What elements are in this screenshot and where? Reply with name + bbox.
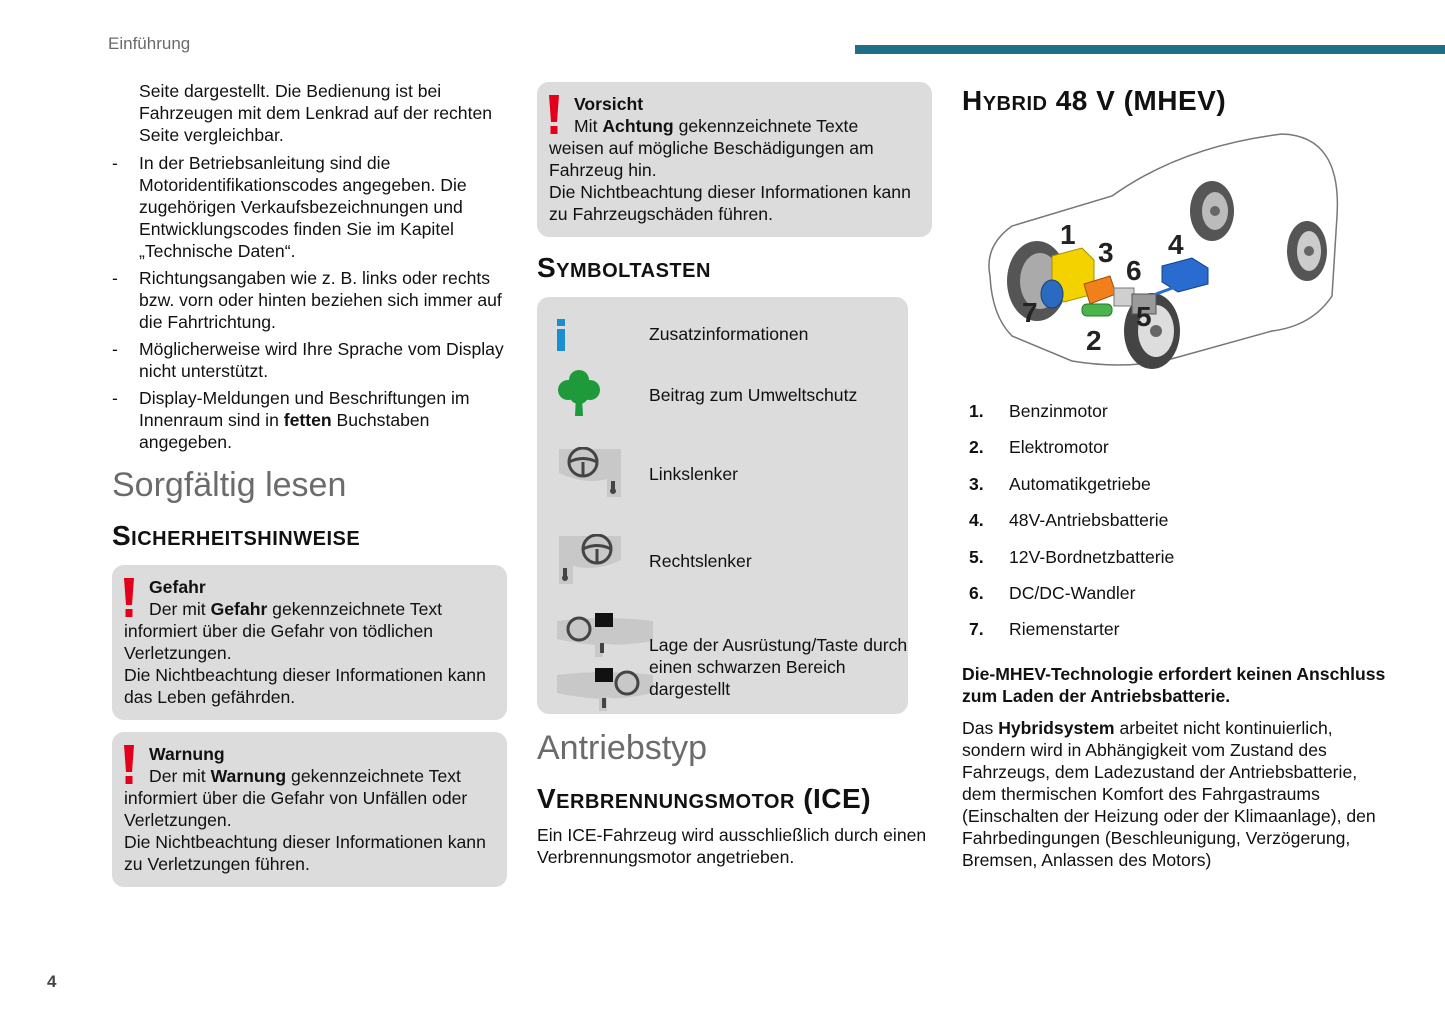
subsection-title-symbols: Symboltasten <box>537 252 711 283</box>
warning-text-rest: informiert über die Gefahr von Unfällen oder Verletzungen. <box>124 788 468 830</box>
danger-text-post: gekennzeichnete Text <box>267 599 443 619</box>
mhev-charging-note: Die-MHEV-Technologie erfordert keinen Anschluss zum Laden der Antriebsbatterie. <box>962 663 1386 706</box>
list-item <box>112 387 512 453</box>
legend-label: 48V-Antriebsbatterie <box>1009 510 1169 531</box>
caution-consequence: Die Nichtbeachtung dieser Informationen kann zu Fahrzeugschäden führen. <box>549 182 911 224</box>
list-item <box>962 546 1392 582</box>
paragraph-text: arbeitet nicht kontinuierlich, sondern wird in Abhängigkeit vom Zustand des Fahrzeugs, dem Ladezustand der Antriebsbatterie, dem thermischen Komfort des Fahrgastraums (Einschalten der Heizung oder der Klimaanlage), den Fahrbedingungen (Beschleunigung, Verzögerung, Bremsen, Anlassen des Motors) <box>962 717 1376 870</box>
list-item <box>962 436 1392 472</box>
symbol-label: Rechtslenker <box>649 551 752 571</box>
list-item <box>962 509 1392 545</box>
hybrid-powertrain-diagram <box>982 126 1342 376</box>
left-hand-drive-icon <box>555 447 625 499</box>
danger-title: Gefahr <box>149 577 206 597</box>
tree-icon <box>557 369 601 419</box>
danger-text <box>124 598 495 620</box>
bold-term: fetten <box>283 410 332 430</box>
caution-bold: Achtung <box>602 116 674 136</box>
warning-text-post: gekennzeichnete Text <box>286 766 461 786</box>
legend-number: 1. <box>969 401 984 421</box>
running-header: Einführung <box>108 34 191 53</box>
legend-label: DC/DC-Wandler <box>1009 582 1136 603</box>
caution-text <box>549 115 920 137</box>
list-item: - Richtungsangaben wie z. B. links oder rechts bzw. vorn oder hinten beziehen sich immer auf die Fahrtrichtung. <box>112 267 512 333</box>
warning-consequence: Die Nichtbeachtung dieser Informationen kann zu Verletzungen führen. <box>124 832 486 874</box>
diagram-label-5: 5 <box>1136 301 1152 332</box>
wheel <box>1287 221 1327 281</box>
symbol-label: Linkslenker <box>649 464 738 484</box>
list-item <box>962 618 1392 654</box>
legend-label: Riemenstarter <box>1009 619 1120 640</box>
column-1 <box>112 80 512 887</box>
list-item <box>962 400 1392 436</box>
caution-icon <box>548 95 560 135</box>
symbol-label: Lage der Ausrüstung/Taste durch einen schwarzen Bereich dargestellt <box>649 635 908 699</box>
legend-label: Automatikgetriebe <box>1009 473 1151 494</box>
section-title-read-carefully: Sorgfältig lesen <box>112 466 347 504</box>
column-3 <box>962 80 1392 871</box>
list-item: - In der Betriebsanleitung sind die Motoridentifikationscodes angegeben. Die zugehörigen Verkaufsbezeichnungen und Entwicklungscodes finden Sie im Kapitel „Technische Daten“. <box>112 152 512 262</box>
page-number: 4 <box>47 972 57 991</box>
danger-text-pre: Der mit <box>149 599 211 619</box>
warning-box <box>112 732 507 887</box>
legend-number: 2. <box>969 437 984 458</box>
diagram-label-7: 7 <box>1022 297 1038 328</box>
legend-number: 3. <box>969 473 984 494</box>
warning-title: Warnung <box>149 744 225 764</box>
symbol-label: Beitrag zum Umweltschutz <box>649 385 858 405</box>
diagram-label-1: 1 <box>1060 219 1076 250</box>
danger-text-rest: informiert über die Gefahr von tödlichen Verletzungen. <box>124 621 434 663</box>
list-item-text: Display-Meldungen und Beschriftungen im Innenraum sind in <box>139 388 470 430</box>
equipment-location-icon <box>555 613 655 713</box>
warning-bold: Warnung <box>210 766 287 786</box>
list-item-text: Buchstaben angegeben. <box>139 410 430 452</box>
warning-text-pre: Der mit <box>149 766 211 786</box>
electric-motor <box>1082 304 1112 316</box>
danger-box <box>112 565 507 720</box>
header-accent-bar <box>855 45 1445 54</box>
legend-label: Benzinmotor <box>1009 401 1108 421</box>
subsection-title-safety: Sicherheitshinweise <box>112 520 361 551</box>
right-hand-drive-icon <box>555 534 625 586</box>
list-item <box>962 473 1392 509</box>
diagram-label-6: 6 <box>1126 255 1142 286</box>
hints-list <box>112 152 512 453</box>
legend-number: 4. <box>969 510 984 531</box>
danger-icon <box>123 578 135 618</box>
wheel <box>1190 181 1234 241</box>
ice-description: Ein ICE-Fahrzeug wird ausschließlich durch einen Verbrennungsmotor angetrieben. <box>537 825 927 867</box>
caution-title: Vorsicht <box>574 94 644 114</box>
legend-label: Elektromotor <box>1009 437 1109 458</box>
caution-text-post: gekennzeichnete Texte <box>673 116 859 136</box>
diagram-label-3: 3 <box>1098 237 1114 268</box>
caution-text-rest: weisen auf mögliche Beschädigungen am Fahrzeug hin. <box>549 138 874 180</box>
caution-text-pre: Mit <box>574 116 603 136</box>
dc-dc-converter <box>1114 288 1134 306</box>
subsection-title-ice: Verbrennungsmotor (ICE) <box>537 783 872 814</box>
legend-number: 6. <box>969 582 984 603</box>
list-item: - Möglicherweise wird Ihre Sprache vom Display nicht unterstützt. <box>112 338 512 382</box>
symbol-label: Zusatzinformationen <box>649 324 809 344</box>
hybrid-system-paragraph <box>962 717 1392 871</box>
danger-bold: Gefahr <box>210 599 268 619</box>
info-icon <box>555 319 567 351</box>
warning-icon <box>123 745 135 785</box>
diagram-label-2: 2 <box>1086 325 1102 356</box>
belt-starter <box>1041 280 1063 308</box>
danger-consequence: Die Nichtbeachtung dieser Informationen kann das Leben gefährden. <box>124 665 486 707</box>
caution-box <box>537 82 932 237</box>
intro-continuation: Seite dargestellt. Die Bedienung ist bei Fahrzeugen mit dem Lenkrad auf der rechten Seite vergleichbar. <box>139 81 493 145</box>
warning-text <box>124 765 495 787</box>
symbols-box <box>537 297 908 714</box>
column-2 <box>537 82 932 868</box>
legend-label: 12V-Bordnetzbatterie <box>1009 546 1175 567</box>
diagram-label-4: 4 <box>1168 229 1184 260</box>
legend-number: 7. <box>969 619 984 640</box>
bold-term: Hybridsystem <box>998 717 1115 738</box>
component-legend <box>962 400 1392 655</box>
legend-number: 5. <box>969 546 984 567</box>
paragraph-text: Das <box>962 717 999 738</box>
list-item <box>962 582 1392 618</box>
section-title-drive-type: Antriebstyp <box>537 729 708 767</box>
subsection-title-mhev: Hybrid 48 V (MHEV) <box>962 85 1227 116</box>
